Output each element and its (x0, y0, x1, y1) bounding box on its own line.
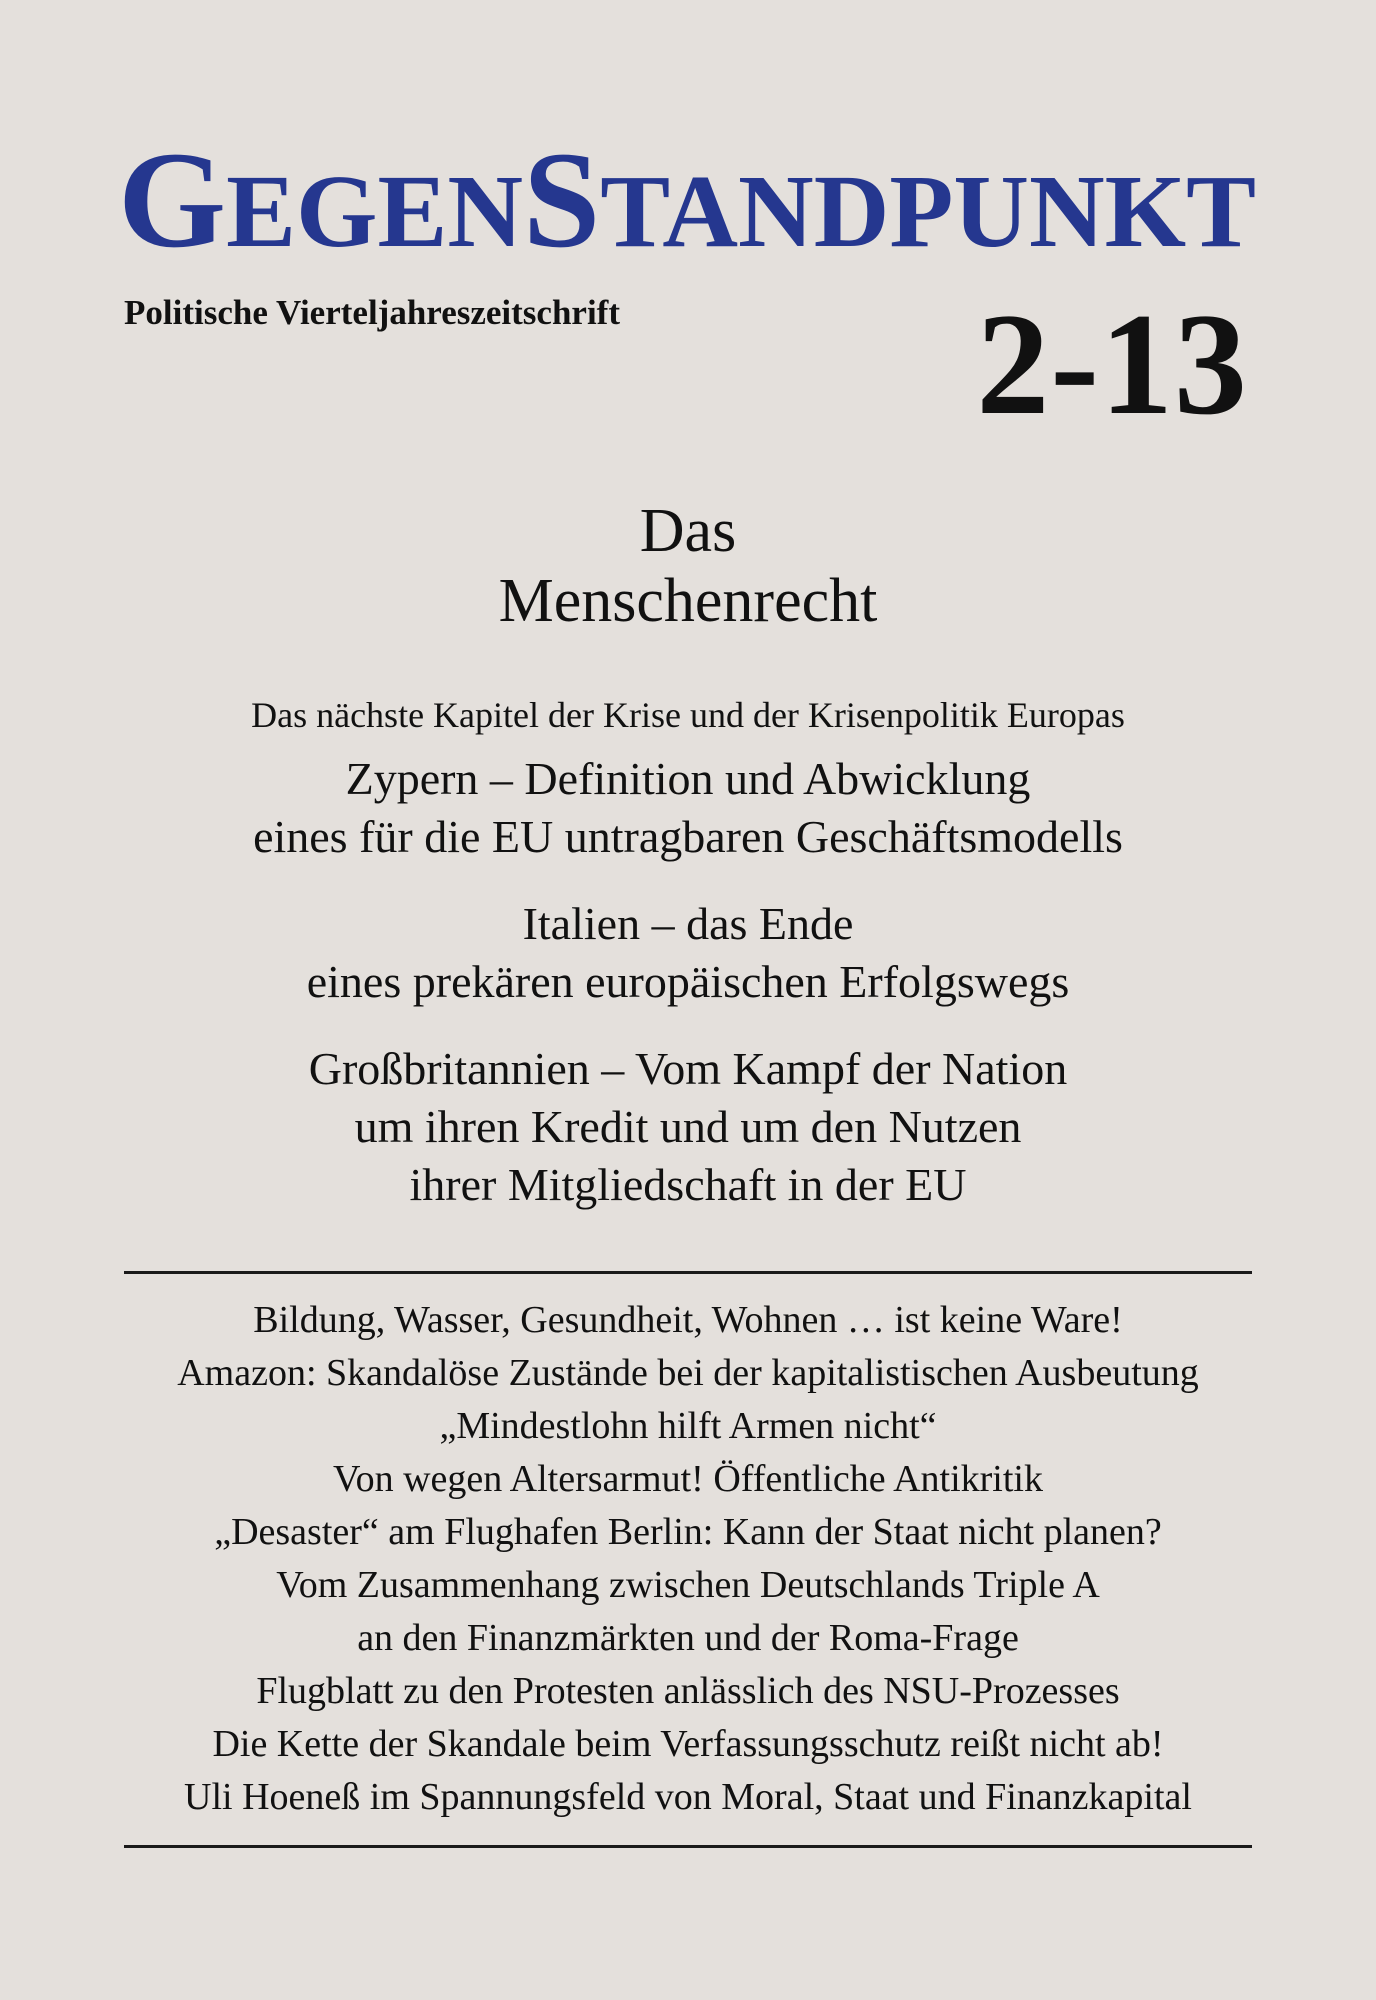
topic-item: „Desaster“ am Flughafen Berlin: Kann der Staat nicht planen? (214, 1511, 1162, 1553)
article-line: ihrer Mitgliedschaft in der EU (409, 1159, 967, 1210)
headline-line: Menschenrecht (498, 567, 878, 635)
divider-bottom (124, 1845, 1252, 1848)
article-title-uk (0, 1040, 1376, 1214)
article-title-italy (0, 895, 1376, 1011)
topic-item: Flugblatt zu den Protesten anlässlich des NSU-Prozesses (256, 1670, 1120, 1712)
masthead-subtitle: Politische Vierteljahreszeitschrift (124, 293, 620, 332)
article-line: Zypern – Definition und Abwicklung (345, 753, 1031, 804)
cover-headline (0, 496, 1376, 636)
masthead-title (118, 128, 1256, 268)
masthead-letter-group: TANDPUNKT (600, 154, 1252, 268)
topic-item: „Mindestlohn hilft Armen nicht“ (439, 1405, 937, 1447)
topic-item: Uli Hoeneß im Spannungsfeld von Moral, Staat und Finanzkapital (184, 1776, 1192, 1818)
article-line: eines prekären europäischen Erfolgswegs (306, 956, 1070, 1007)
article-line: Italien – das Ende (522, 898, 854, 949)
topic-item: Amazon: Skandalöse Zustände bei der kapitalistischen Ausbeutung (177, 1352, 1199, 1394)
issue-number: 2-13 (976, 283, 1248, 445)
article-line: Großbritannien – Vom Kampf der Nation (308, 1043, 1068, 1094)
topic-item: Vom Zusammenhang zwischen Deutschlands Triple A (276, 1564, 1100, 1606)
masthead-logo-svg (118, 128, 1258, 268)
topic-item: Bildung, Wasser, Gesundheit, Wohnen … ist keine Ware! (253, 1299, 1123, 1341)
section-label: Das nächste Kapitel der Krise und der Krisenpolitik Europas (251, 695, 1125, 735)
masthead-logo (118, 128, 1258, 268)
masthead-letter-group: EGEN (226, 154, 521, 268)
divider-top (124, 1271, 1252, 1274)
article-line: um ihren Kredit und um den Nutzen (354, 1101, 1022, 1152)
topic-item: Von wegen Altersarmut! Öffentliche Antikritik (333, 1458, 1043, 1500)
topic-item: Die Kette der Skandale beim Verfassungsschutz reißt nicht ab! (212, 1723, 1164, 1765)
topic-item: an den Finanzmärkten und der Roma-Frage (357, 1617, 1019, 1659)
masthead-letter-group: S (522, 128, 600, 268)
topics-list (0, 1294, 1376, 1824)
article-line: eines für die EU untragbaren Geschäftsmodells (253, 811, 1123, 862)
headline-line: Das (639, 497, 737, 565)
masthead-letter-group: G (118, 128, 226, 268)
article-title-cyprus (0, 750, 1376, 866)
